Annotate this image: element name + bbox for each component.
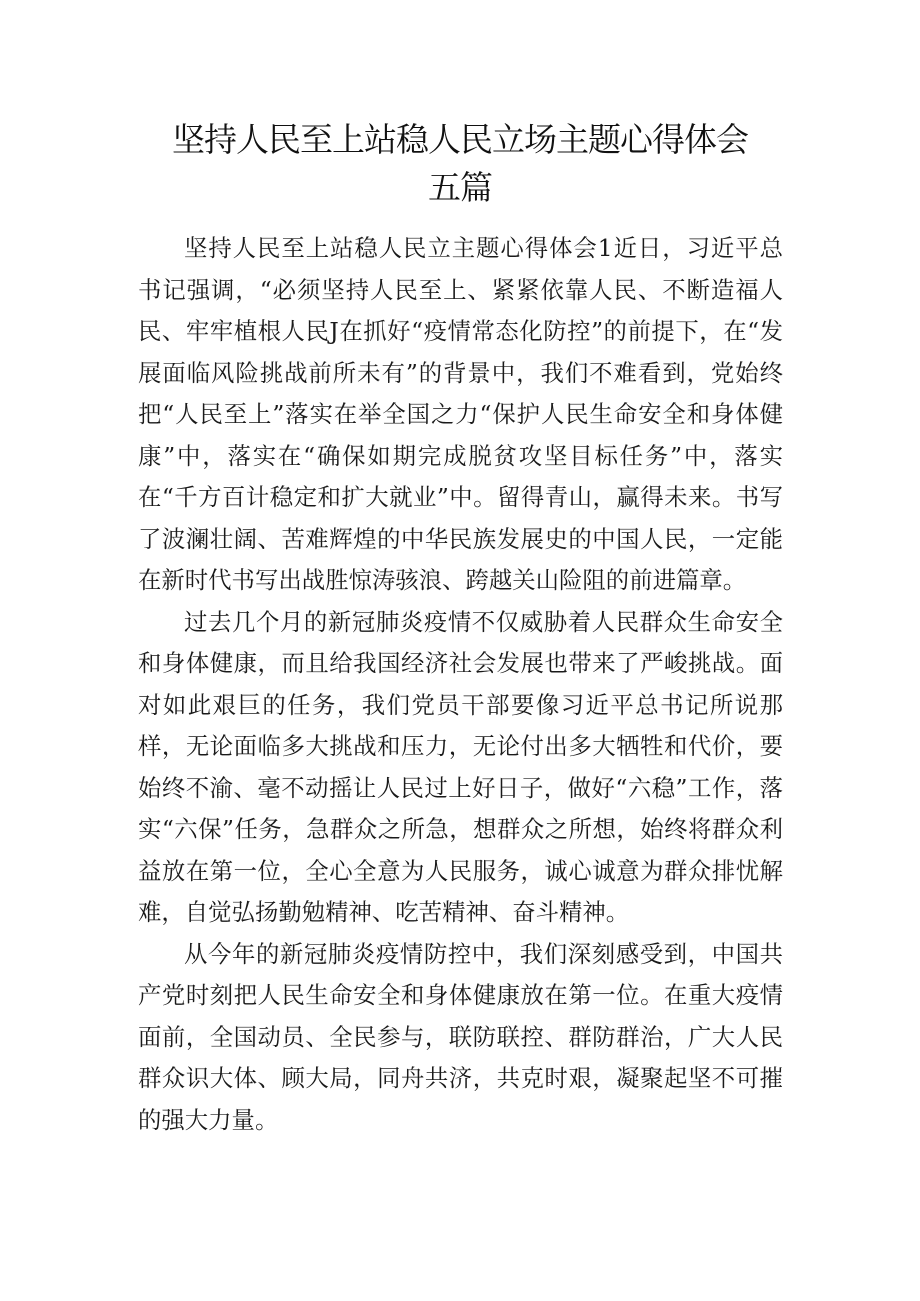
document-title-line-1: 坚持人民至上站稳人民立场主题心得体会 (172, 120, 748, 159)
document-body (138, 228, 783, 1141)
document-title-line-2: 五篇 (428, 168, 492, 207)
paragraph-2: 过去几个月的新冠肺炎疫情不仅威胁着人民群众生命安全和身体健康，而且给我国经济社会发展也带来了严峻挑战。面对如此艰巨的任务，我们党员干部要像习近平总书记所说那样，无论面临多大挑战和压力，无论付出多大牺牲和代价，要始终不渝、毫不动摇让人民过上好日子，做好“六稳”工作，落实“六保”任务，急群众之所急，想群众之所想，始终将群众利益放在第一位，全心全意为人民服务，诚心诚意为群众排忧解难，自觉弘扬勤勉精神、吃苦精神、奋斗精神。 (138, 607, 783, 926)
paragraph-1: 坚持人民至上站稳人民立主题心得体会1近日，习近平总书记强调，“必须坚持人民至上、紧紧依靠人民、不断造福人民、牢牢植根人民J在抓好“疫情常态化防控”的前提下，在“发展面临风险挑战前所未有”的背景中，我们不难看到，党始终把“人民至上”落实在举全国之力“保护人民生命安全和身体健康”中，落实在“确保如期完成脱贫攻坚目标任务”中，落实在“千方百计稳定和扩大就业”中。留得青山，赢得未来。书写了波澜壮阔、苦难辉煌的中华民族发展史的中国人民，一定能在新时代书写出战胜惊涛骇浪、跨越关山险阻的前进篇章。 (138, 234, 783, 594)
paragraph-3: 从今年的新冠肺炎疫情防控中，我们深刻感受到，中国共产党时刻把人民生命安全和身体健康放在第一位。在重大疫情面前，全国动员、全民参与，联防联控、群防群治，广大人民群众识大体、顾大局，同舟共济，共克时艰，凝聚起坚不可摧的强大力量。 (138, 939, 783, 1134)
